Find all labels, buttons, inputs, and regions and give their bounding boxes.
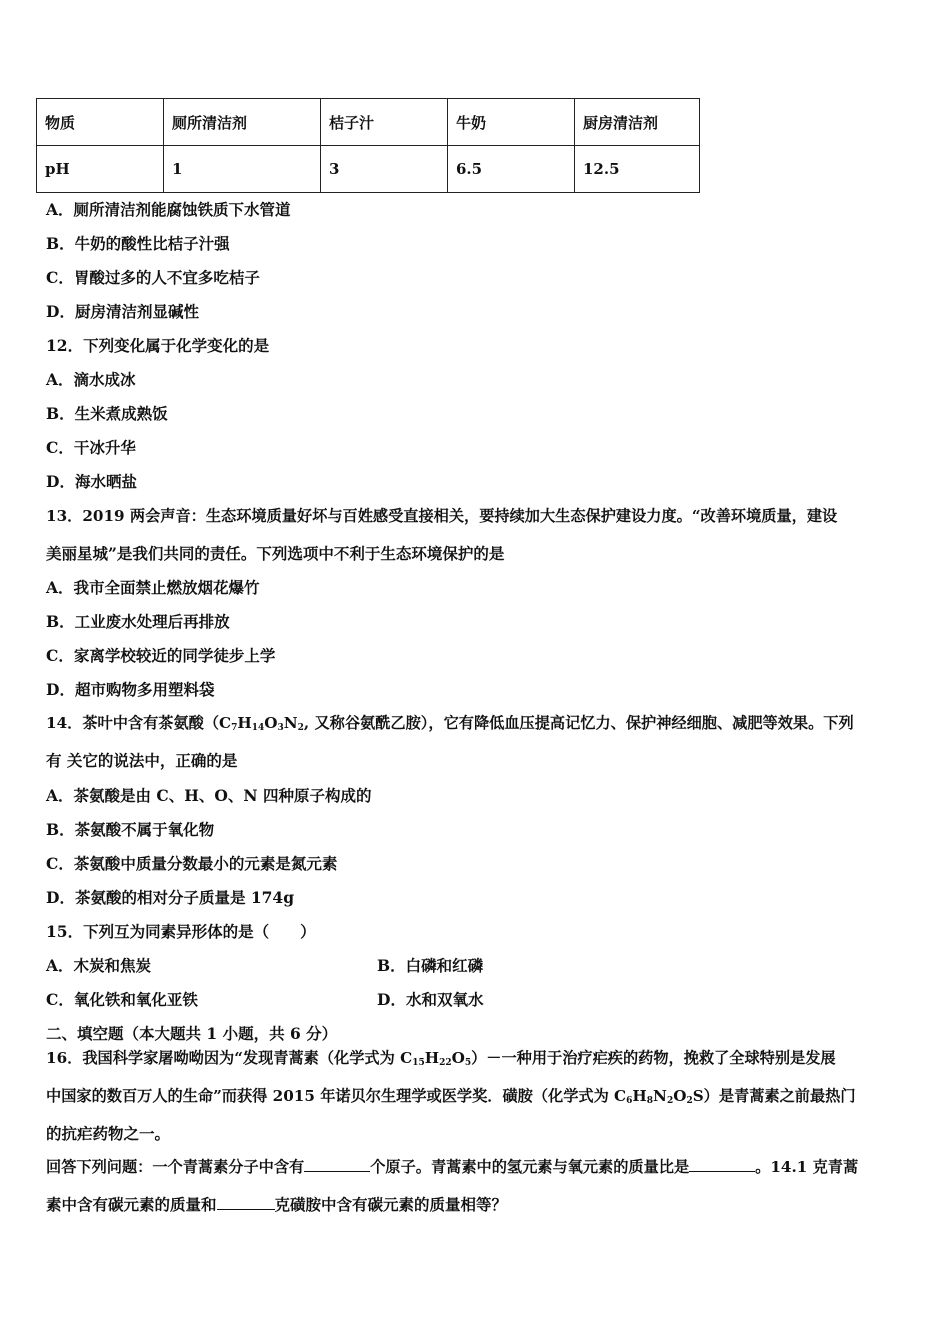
table-cell: pH xyxy=(37,146,164,193)
q11-option-c: C．胃酸过多的人不宜多吃桔子 xyxy=(46,268,260,287)
q11-option-a: A．厕所清洁剂能腐蚀铁质下水管道 xyxy=(46,200,291,219)
table-cell: 3 xyxy=(321,146,448,193)
answer-blank[interactable] xyxy=(304,1159,370,1172)
q12-option-c: C．干冰升华 xyxy=(46,438,136,457)
q12-option-b: B．生米煮成熟饭 xyxy=(46,404,168,423)
q14-stem-line1: 14．茶叶中含有茶氨酸（$C_7H_{14}O_3N_2$, 又称谷氨酰乙胺），它有降低血压提高记忆力、保护神经细胞、减肥等效果。下列 xyxy=(46,714,854,733)
q16-line2: 中国家的数百万人的生命”而获得 2015 年诺贝尔生理学或医学奖．磺胺（化学式为 $C_6H_8N_2O_2S$）是青蒿素之前最热门 xyxy=(46,1087,856,1106)
table-cell: 6.5 xyxy=(448,146,575,193)
q14-option-b: B．茶氨酸不属于氧化物 xyxy=(46,820,215,839)
section-heading: 二、填空题（本大题共 1 小题，共 6 分） xyxy=(46,1024,338,1043)
table-row xyxy=(37,146,700,193)
q15-stem: 15．下列互为同素异形体的是（ ） xyxy=(46,922,316,941)
q15-option-c: C．氧化铁和氧化亚铁 xyxy=(46,990,198,1009)
q14-option-a: A．茶氨酸是由 C、H、O、N 四种原子构成的 xyxy=(46,786,372,805)
table-cell: 厕所清洁剂 xyxy=(164,99,321,146)
q16-line4: 回答下列问题：一个青蒿素分子中含有 个原子。青蒿素中的氢元素与氧元素的质量比是 。14.1 克青蒿 xyxy=(46,1158,859,1176)
q13-option-a: A．我市全面禁止燃放烟花爆竹 xyxy=(46,578,260,597)
q16-line1: 16．我国科学家屠呦呦因为“发现青蒿素（化学式为 $C_{15}H_{22}O_5)-$一种用于治疗疟疾的药物，挽救了全球特别是发展 xyxy=(46,1049,836,1068)
q16-line3: 的抗疟药物之一。 xyxy=(46,1124,171,1143)
q13-stem-line2: 美丽星城”是我们共同的责任。下列选项中不利于生态环境保护的是 xyxy=(46,544,505,563)
q14-option-c: C．茶氨酸中质量分数最小的元素是氮元素 xyxy=(46,854,338,873)
table-cell: 物质 xyxy=(37,99,164,146)
q15-option-b: B．白磷和红磷 xyxy=(377,956,484,975)
q13-option-d: D．超市购物多用塑料袋 xyxy=(46,680,215,699)
q13-stem-line1: 13．2019 两会声音：生态环境质量好坏与百姓感受直接相关，要持续加大生态保护建设力度。“改善环境质量，建设 xyxy=(46,507,838,525)
table-cell: 厨房清洁剂 xyxy=(575,99,700,146)
q15-option-a: A．木炭和焦炭 xyxy=(46,956,152,975)
q14-stem-line2: 有 关它的说法中，正确的是 xyxy=(46,751,238,770)
q11-option-b: B．牛奶的酸性比桔子汁强 xyxy=(46,234,230,253)
table-cell: 牛奶 xyxy=(448,99,575,146)
table-cell: 1 xyxy=(164,146,321,193)
q12-stem: 12．下列变化属于化学变化的是 xyxy=(46,336,270,355)
table-cell: 桔子汁 xyxy=(321,99,448,146)
q13-option-b: B．工业废水处理后再排放 xyxy=(46,612,230,631)
answer-blank[interactable] xyxy=(217,1197,275,1210)
answer-blank[interactable] xyxy=(689,1159,755,1172)
q12-option-d: D．海水晒盐 xyxy=(46,472,137,491)
q14-option-d: D．茶氨酸的相对分子质量是 174g xyxy=(46,888,295,907)
q12-option-a: A．滴水成冰 xyxy=(46,370,136,389)
q15-option-d: D．水和双氧水 xyxy=(377,990,484,1009)
q13-option-c: C．家离学校较近的同学徒步上学 xyxy=(46,646,276,665)
table-cell: 12.5 xyxy=(575,146,700,193)
table-header-row xyxy=(37,99,700,146)
q16-line5: 素中含有碳元素的质量和 克磺胺中含有碳元素的质量相等？ xyxy=(46,1195,508,1214)
q11-option-d: D．厨房清洁剂显碱性 xyxy=(46,302,199,321)
ph-table xyxy=(36,98,700,193)
